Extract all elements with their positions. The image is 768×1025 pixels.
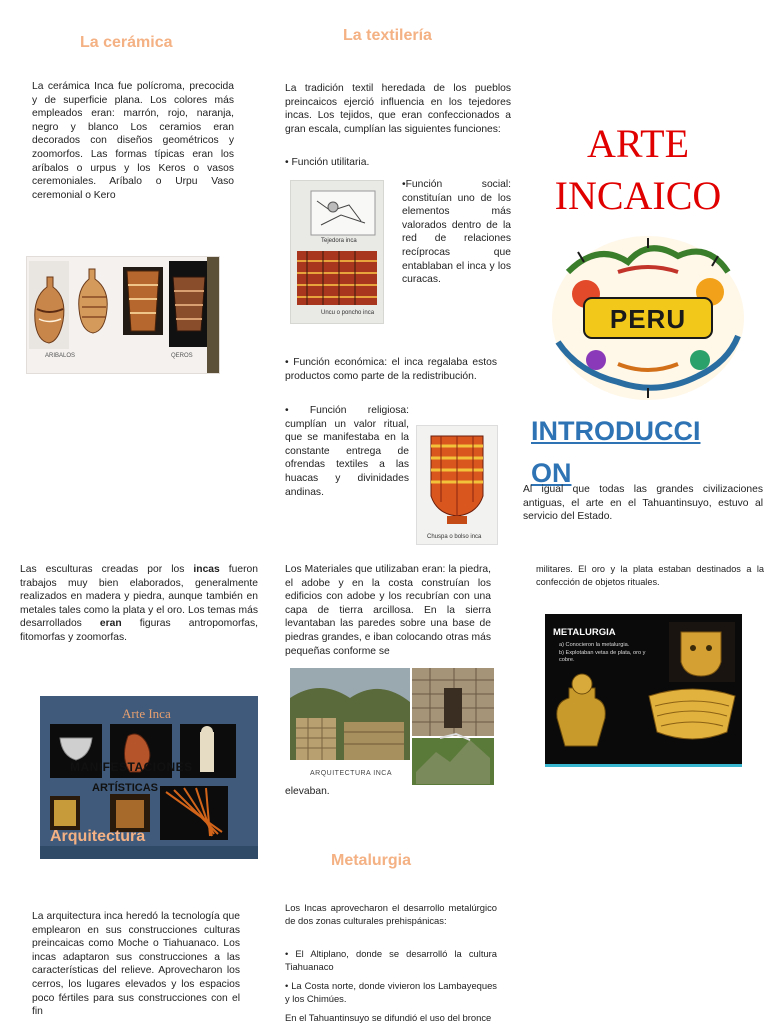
metalurgia-intro: Los Incas aprovecharon el desarrollo metalúrgico de dos zonas culturales prehispánicas: [285, 902, 497, 926]
intro-text: Al igual que todas las grandes civilizaciones antiguas, el arte en el Tahuantinsuyo, estuvo al servicio del Estado. [523, 484, 763, 523]
caption-aribalos: ARIBALOS [45, 353, 76, 359]
funcion-social: •Función social: constituían uno de los elementos más valorados dentro de la red de relaciones recíprocas que entablaban el inca y los curacas. [402, 179, 511, 286]
intro-heading-line1: INTRODUCCI [531, 416, 701, 446]
ceramica-heading: La cerámica [80, 34, 173, 51]
arquitectura-heading: Arquitectura [50, 828, 146, 845]
arte-inca-card [40, 696, 258, 859]
intro-heading-line2: ON [531, 458, 572, 488]
ceramica-text: La cerámica Inca fue polícroma, precocida y de superficie plana. Los colores más empleados eran: marrón, rojo, naranja, negro y blanco Los ceramios eran decorados con diseños geométricos y zoomorfos. Las formas típicas eran los aríbalos o urpus y los Keros o vasos ceremoniales. Aríbalo o Urpu Vaso ceremonial o Kero [32, 81, 234, 201]
tejedora-image [290, 180, 384, 324]
arquitectura-text: La arquitectura inca heredó la tecnología que emplearon en sus construcciones culturas preincaicas como Moche o Tiahuanaco. Los incas adaptaron sus construcciones a las características del relieve. Aprovecharon los cerros, los lugares elevados y los espacios poco fértiles para sus construcciones con el fin [32, 911, 240, 1018]
esculturas-text: Las esculturas creadas por los incas fueron trabajos muy bien elaborados, generalmente realizados en madera y piedra, aunque también en metales tales como la plata y el oro. Los temas más desarrollados eran figuras antropomorfas, fitomorfas y zoomorfas. [20, 564, 259, 643]
ceramica-image [26, 256, 220, 374]
metal-col3-text: militares. El oro y la plata estaban destinados a la confección de objetos rituales. [536, 564, 764, 587]
cover-title-line2: INCAICO [554, 173, 722, 218]
overlay-manifestaciones: MANIFESTACIONES [70, 760, 193, 774]
metalurgia-card [545, 614, 742, 767]
chuspa-image [416, 425, 498, 545]
arte-inca-title: Arte Inca [122, 706, 171, 721]
metalurgia-heading: Metalurgia [331, 852, 412, 869]
peru-illustration [548, 232, 748, 404]
materiales-text: Los Materiales que utilizaban eran: la piedra, el adobe y en la costa construían los edificios con adobe y los recubrían con una capa de tierra arcillosa. En la sierra levantaban las paredes sobre una base de piedras grandes, e iban colocando otras más pequeñas conforme se [285, 564, 491, 657]
metalurgia-card-item2: b) Explotaban vetas de plata, oro y cobre. [559, 650, 646, 663]
materiales-cont: elevaban. [285, 786, 330, 797]
caption-arquitectura-inca: ARQUITECTURA INCA [310, 770, 393, 777]
caption-chuspa: Chuspa o bolso inca [427, 534, 482, 540]
textileria-heading: La textilería [343, 27, 432, 44]
metalurgia-item2: • La Costa norte, donde vivieron los Lambayeques y los Chimúes. [285, 980, 497, 1004]
funcion-utilitaria: • Función utilitaria. [285, 157, 370, 168]
overlay-artisticas: ARTÍSTICAS [92, 782, 158, 794]
textileria-intro: La tradición textil heredada de los pueblos preincaicos ejerció influencia en los tejedores incas. Los tejidos, que eran confeccionados a gran escala, cumplían las siguientes funciones: [285, 83, 511, 135]
peru-word: PERU [609, 304, 687, 334]
funcion-religiosa: • Función religiosa: cumplían un valor ritual, que se manifestaba en la constante entrega de ofrendas textiles a las huacas y divinidades andinas. [285, 405, 409, 498]
cover-title-line1: ARTE [586, 121, 690, 166]
arquitectura-image [290, 668, 494, 785]
funcion-economica: • Función económica: el inca regalaba estos productos como parte de la redistribución. [285, 357, 497, 382]
metalurgia-card-title: METALURGIA [553, 627, 616, 638]
caption-uncu: Uncu o poncho inca [321, 310, 375, 316]
caption-qeros: QEROS [171, 353, 193, 359]
metalurgia-last: En el Tahuantinsuyo se difundió el uso del bronce [285, 1012, 492, 1023]
metalurgia-card-item1: a) Conocieron la metalurgia. [559, 642, 630, 648]
caption-tejedora: Tejedora inca [321, 238, 357, 244]
metalurgia-item1: • El Altiplano, donde se desarrolló la cultura Tiahuanaco [285, 948, 497, 972]
